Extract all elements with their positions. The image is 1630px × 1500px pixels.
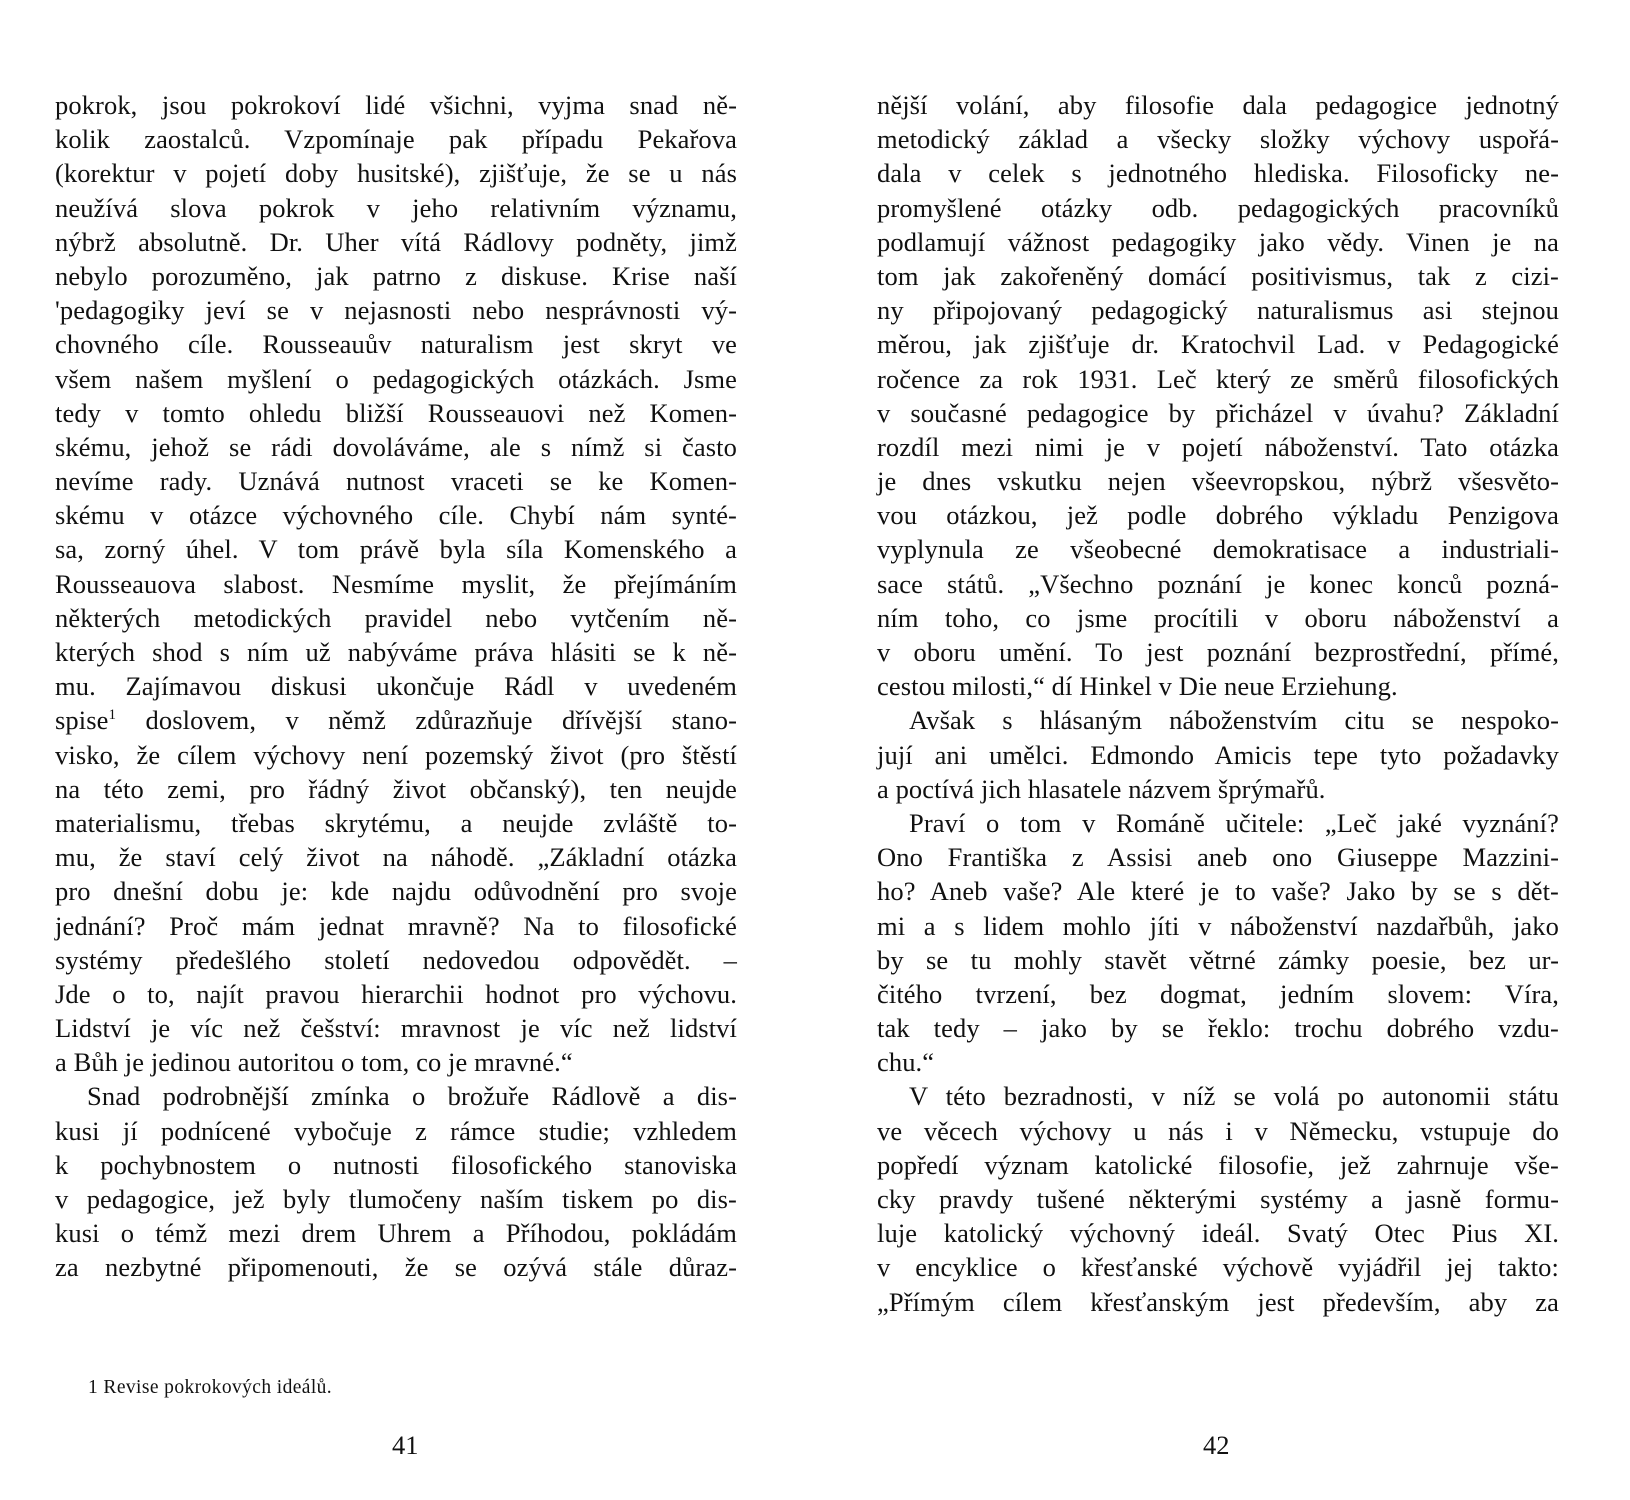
- text-line: [877, 464, 1559, 498]
- text-line: [55, 977, 737, 1011]
- text-line: [877, 122, 1559, 156]
- text-line-content: chu.“: [877, 1047, 935, 1078]
- footnote: 1 Revise pokrokových ideálů.: [88, 1377, 333, 1398]
- text-line-content: ho? Aneb vaše? Ale které je to vaše? Jako by se s dět-: [877, 876, 1559, 907]
- text-line: [877, 396, 1559, 430]
- text-line: [877, 567, 1559, 601]
- text-line: [877, 1182, 1559, 1216]
- text-line: [877, 1148, 1559, 1182]
- text-line: [877, 806, 1559, 840]
- text-line-content: tom jak zakořeněný domácí positivismus, tak z cizi-: [877, 260, 1559, 291]
- text-line-content: mu. Zajímavou diskusi ukončuje Rádl v uvedeném: [55, 671, 737, 702]
- text-line: [877, 601, 1559, 635]
- text-line: [877, 156, 1559, 190]
- left-page-text-column: [55, 88, 737, 1285]
- text-line: [877, 532, 1559, 566]
- text-line: [877, 293, 1559, 327]
- text-line-content: luje katolický výchovný ideál. Svatý Otec Pius XI.: [877, 1218, 1559, 1249]
- text-line-content: jednání? Proč mám jednat mravně? Na to filosofické: [55, 910, 737, 941]
- text-line: [55, 943, 737, 977]
- text-line-content: jují ani umělci. Edmondo Amicis tepe tyto požadavky: [877, 739, 1559, 770]
- footnote-marker: 1: [108, 707, 117, 724]
- right-page: [815, 0, 1630, 1500]
- text-line: [877, 88, 1559, 122]
- text-line-content: Jde o to, najít pravou hierarchii hodnot pro výchovu.: [55, 978, 737, 1009]
- text-line-content: skému, jehož se rádi dovoláváme, ale s nímž si často: [55, 431, 737, 462]
- text-line-content: všem našem myšlení o pedagogických otázkách. Jsme: [55, 363, 737, 394]
- text-line-content: k pochybnostem o nutnosti filosofického stanoviska: [55, 1149, 737, 1180]
- text-line: [55, 122, 737, 156]
- text-line: [877, 362, 1559, 396]
- text-line-content: v pedagogice, jež byly tlumočeny naším tiskem po dis-: [55, 1184, 737, 1214]
- text-line-content: mi a s lidem mohlo jíti v náboženství nazdařbůh, jako: [877, 910, 1559, 941]
- text-line: [55, 259, 737, 293]
- text-line: [55, 362, 737, 396]
- text-line: [55, 156, 737, 190]
- text-line-content: Avšak s hlásaným náboženstvím citu se nespoko-: [909, 705, 1559, 736]
- text-line-content: kterých shod s ním už nabýváme práva hlásiti se k ně-: [55, 637, 737, 667]
- page-number-left: 41: [392, 1430, 419, 1460]
- text-line: [877, 327, 1559, 361]
- text-line-continuation: doslovem, v němž zdůrazňuje dřívější stano-: [116, 705, 737, 736]
- text-line: [877, 191, 1559, 225]
- text-line-content: nevíme rady. Uznává nutnost vraceti se ke Komen-: [55, 466, 737, 497]
- text-line: [55, 601, 737, 635]
- text-line-content: v současné pedagogice by přicházel v úvahu? Základní: [877, 397, 1559, 428]
- text-line: [55, 1216, 737, 1250]
- text-line-content: nýbrž absolutně. Dr. Uher vítá Rádlovy podněty, jimž: [55, 226, 737, 257]
- text-line: [55, 1011, 737, 1045]
- text-line-content: (korektur v pojetí doby husitské), zjišťuje, že se u nás: [55, 158, 737, 189]
- text-line-content: sa, zorný úhel. V tom právě byla síla Komenského a: [55, 534, 737, 565]
- text-line: [877, 703, 1559, 737]
- text-line: [55, 225, 737, 259]
- text-line: [55, 1045, 737, 1079]
- text-line: [55, 464, 737, 498]
- text-line: [55, 396, 737, 430]
- text-line: [55, 909, 737, 943]
- text-line-content: kolik zaostalců. Vzpomínaje pak případu Pekařova: [55, 124, 737, 155]
- text-line-content: systémy předešlého století nedovedou odpovědět. –: [55, 944, 737, 975]
- text-line-content: nější volání, aby filosofie dala pedagogice jednotný: [877, 90, 1559, 120]
- text-line-content: vyplynula ze všeobecné demokratisace a industriali-: [877, 534, 1559, 565]
- text-line-content: ním toho, co jsme procítili v oboru náboženství a: [877, 602, 1559, 633]
- text-line-content: „Přímým cílem křesťanským jest především, aby za: [877, 1286, 1559, 1317]
- text-line: [877, 738, 1559, 772]
- text-line: [877, 909, 1559, 943]
- text-line: [55, 327, 737, 361]
- text-line-content: materialismu, třebas skrytému, a neujde zvláště to-: [55, 807, 737, 838]
- text-line-content: Rousseauova slabost. Nesmíme myslit, že přejímáním: [55, 568, 737, 599]
- text-line: [877, 1079, 1559, 1113]
- text-line: [55, 1148, 737, 1182]
- text-line-content: visko, že cílem výchovy není pozemský život (pro štěstí: [55, 739, 737, 770]
- text-line: [877, 1045, 1559, 1079]
- text-line-content: cestou milosti,“ dí Hinkel v Die neue Erziehung.: [877, 671, 1398, 702]
- text-line-content: tedy v tomto ohledu bližší Rousseauovi než Komen-: [55, 397, 737, 428]
- text-line: [55, 635, 737, 669]
- text-line: [877, 977, 1559, 1011]
- text-line: [877, 669, 1559, 703]
- text-line: [877, 1216, 1559, 1250]
- text-line-content: skému v otázce výchovného cíle. Chybí nám synté-: [55, 500, 737, 531]
- text-line-content: 'pedagogiky jeví se v nejasnosti nebo nesprávnosti vý-: [55, 295, 737, 326]
- text-line-content: ny připojovaný pedagogický naturalismus asi stejnou: [877, 295, 1559, 326]
- text-line-content: cky pravdy tušené některými systémy a jasně formu-: [877, 1184, 1559, 1214]
- text-line-content: mu, že staví celý život na náhodě. „Základní otázka: [55, 842, 737, 873]
- text-line: [55, 1114, 737, 1148]
- text-line-content: vou otázkou, jež podle dobrého výkladu Penzigova: [877, 500, 1559, 531]
- text-line: [55, 498, 737, 532]
- text-line: [877, 259, 1559, 293]
- text-line: [877, 840, 1559, 874]
- text-line-content: v encyklice o křesťanské výchově vyjádřil jej takto:: [877, 1252, 1559, 1283]
- text-line: [55, 703, 737, 737]
- text-line-content: ve věcech výchovy u nás i v Německu, vstupuje do: [877, 1115, 1559, 1146]
- text-line-content: spise: [55, 705, 109, 736]
- text-line-content: pro dnešní dobu je: kde najdu odůvodnění pro svoje: [55, 876, 737, 907]
- text-line: [55, 806, 737, 840]
- text-line: [877, 225, 1559, 259]
- text-line-content: a Bůh je jedinou autoritou o tom, co je mravné.“: [55, 1047, 573, 1078]
- text-line-content: kusi o témž mezi drem Uhrem a Příhodou, pokládám: [55, 1218, 737, 1249]
- text-line: [877, 1250, 1559, 1284]
- text-line: [55, 191, 737, 225]
- text-line: [877, 498, 1559, 532]
- text-line: [55, 88, 737, 122]
- text-line: [55, 1079, 737, 1113]
- text-line-content: za nezbytné připomenouti, že se ozývá stále důraz-: [55, 1252, 737, 1283]
- text-line-content: V této bezradnosti, v níž se volá po autonomii státu: [909, 1081, 1559, 1112]
- text-line: [877, 943, 1559, 977]
- text-line-content: je dnes vskutku nejen všeevropskou, nýbrž všesvěto-: [877, 466, 1559, 497]
- text-line: [55, 669, 737, 703]
- text-line-content: ročence za rok 1931. Leč který ze směrů filosofických: [877, 363, 1559, 394]
- page-number-right: 42: [1203, 1430, 1230, 1460]
- text-line-content: podlamují vážnost pedagogiky jako vědy. Vinen je na: [877, 226, 1559, 257]
- text-line-content: Lidství je víc než češství: mravnost je víc než lidství: [55, 1013, 737, 1044]
- text-line: [877, 1285, 1559, 1319]
- text-line: [55, 1182, 737, 1216]
- text-line-content: a poctívá jich hlasatele názvem šprýmařů.: [877, 773, 1326, 804]
- text-line: [55, 1250, 737, 1284]
- text-line-content: by se tu mohly stavět větrné zámky poesie, bez ur-: [877, 944, 1559, 975]
- text-line-content: čitého tvrzení, bez dogmat, jedním slovem: Víra,: [877, 978, 1559, 1009]
- text-line: [55, 772, 737, 806]
- text-line-content: sace států. „Všechno poznání je konec konců pozná-: [877, 568, 1559, 599]
- text-line: [55, 874, 737, 908]
- text-line: [55, 840, 737, 874]
- text-line: [55, 567, 737, 601]
- text-line-content: Snad podrobnější zmínka o brožuře Rádlově a dis-: [87, 1081, 737, 1112]
- text-line: [877, 430, 1559, 464]
- text-line-content: v oboru umění. To jest poznání bezprostřední, přímé,: [877, 637, 1559, 667]
- right-page-text-column: [877, 88, 1559, 1319]
- text-line: [55, 430, 737, 464]
- text-line-content: některých metodických pravidel nebo vytčením ně-: [55, 602, 737, 633]
- text-line-content: nebylo porozuměno, jak patrno z diskuse. Krise naší: [55, 260, 737, 291]
- text-line: [877, 1011, 1559, 1045]
- text-line-content: pokrok, jsou pokrokoví lidé všichni, vyjma snad ně-: [55, 90, 737, 120]
- text-line-content: rozdíl mezi nimi je v pojetí náboženství. Tato otázka: [877, 431, 1559, 462]
- text-line: [55, 738, 737, 772]
- text-line-content: měrou, jak zjišťuje dr. Kratochvil Lad. v Pedagogické: [877, 329, 1559, 360]
- text-line-content: dala v celek s jednotného hlediska. Filosoficky ne-: [877, 158, 1559, 189]
- text-line: [877, 1114, 1559, 1148]
- text-line-content: na této zemi, pro řádný život občanský), ten neujde: [55, 773, 737, 804]
- text-line: [877, 874, 1559, 908]
- text-line-content: neužívá slova pokrok v jeho relativním významu,: [55, 192, 737, 223]
- text-line: [877, 772, 1559, 806]
- text-line-content: tak tedy – jako by se řeklo: trochu dobrého vzdu-: [877, 1013, 1559, 1044]
- text-line-content: chovného cíle. Rousseauův naturalism jest skryt ve: [55, 329, 737, 360]
- text-line: [877, 635, 1559, 669]
- text-line-content: promyšlené otázky odb. pedagogických pracovníků: [877, 192, 1559, 223]
- text-line-content: kusi jí podnícené vybočuje z rámce studie; vzhledem: [55, 1115, 737, 1146]
- text-line-content: Praví o tom v Románě učitele: „Leč jaké vyznání?: [909, 807, 1559, 838]
- text-line-content: metodický základ a všecky složky výchovy uspořá-: [877, 124, 1559, 155]
- text-line: [55, 532, 737, 566]
- text-line: [55, 293, 737, 327]
- text-line-content: popředí význam katolické filosofie, jež zahrnuje vše-: [877, 1149, 1559, 1180]
- text-line-content: Ono Františka z Assisi aneb ono Giuseppe Mazzini-: [877, 842, 1559, 873]
